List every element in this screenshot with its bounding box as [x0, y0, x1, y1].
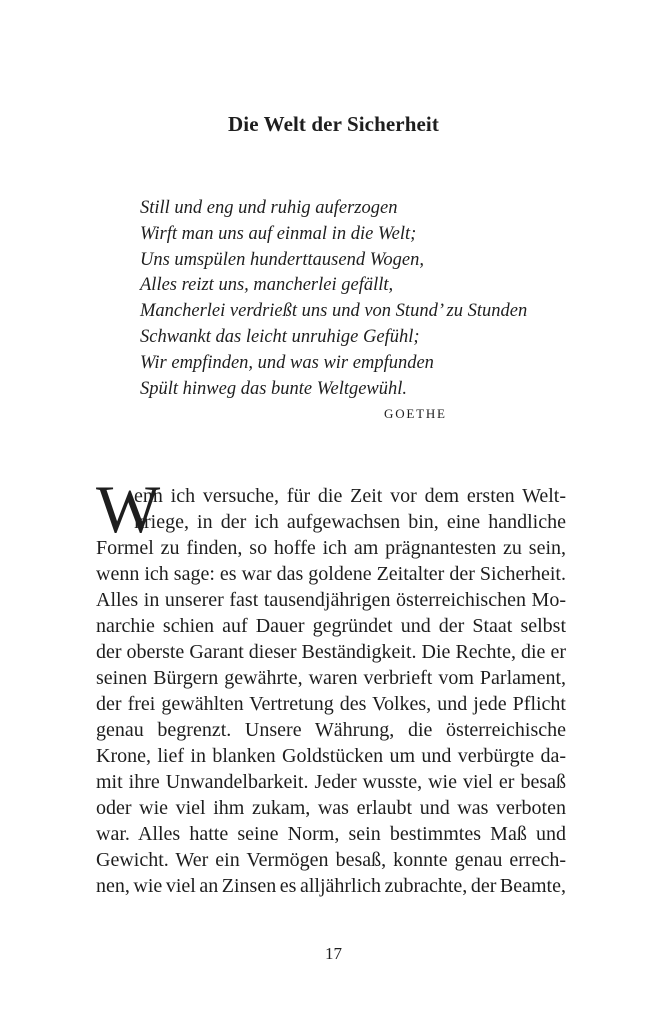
text-line: wenn ich sage: es war das goldene Zeitalter der Sicherheit.	[96, 563, 566, 585]
text-line: genau begrenzt. Unsere Währung, die österreichische	[96, 719, 566, 741]
verse-line: Wirft man uns auf einmal in die Welt;	[140, 223, 417, 244]
verse-line: Spült hinweg das bunte Weltgewühl.	[140, 378, 408, 399]
text-line: der frei gewählten Vertretung des Volkes, und jede Pflicht	[96, 693, 566, 715]
text-line: war. Alles hatte seine Norm, sein bestimmtes Maß und	[96, 823, 566, 845]
text-line: Gewicht. Wer ein Vermögen besaß, konnte genau errech-	[96, 849, 566, 871]
verse-line: Mancherlei verdrießt uns und von Stund’ zu Stunden	[140, 301, 528, 322]
verse-line: Uns umspülen hunderttausend Wogen,	[140, 249, 424, 270]
verse-line: Alles reizt uns, mancherlei gefällt,	[140, 275, 394, 296]
text-line: kriege, in der ich aufgewachsen bin, eine handliche	[134, 511, 566, 533]
text-line: oder wie viel ihm zukam, was erlaubt und was verboten	[96, 797, 566, 819]
epigraph-poem	[140, 196, 540, 402]
text-line: mit ihre Unwandelbarkeit. Jeder wusste, wie viel er besaß	[96, 771, 566, 793]
chapter-title: Die Welt der Sicherheit	[228, 112, 439, 136]
text-line: der oberste Garant dieser Beständigkeit. Die Rechte, die er	[96, 641, 566, 663]
verse-line: Still und eng und ruhig auferzogen	[140, 198, 398, 218]
text-line: Alles in unserer fast tausendjährigen österreichischen Mo-	[96, 589, 566, 611]
text-line: enn ich versuche, für die Zeit vor dem ersten Welt-	[134, 485, 566, 507]
verse-line: Wir empfinden, und was wir empfunden	[140, 352, 434, 373]
text-line: seinen Bürgern gewährte, waren verbrieft vom Parlament,	[96, 667, 566, 689]
body-paragraph	[96, 471, 566, 899]
text-line: Krone, lief in blanken Goldstücken um und verbürgte da-	[96, 745, 566, 767]
verse-line: Schwankt das leicht unruhige Gefühl;	[140, 326, 420, 347]
page-number: 17	[325, 944, 342, 963]
text-line: Formel zu finden, so hoffe ich am prägnantesten zu sein,	[96, 537, 566, 559]
text-line: nen, wie viel an Zinsen es alljährlich zubrachte, der Beamte,	[96, 875, 566, 897]
text-line: narchie schien auf Dauer gegründet und der Staat selbst	[96, 615, 566, 637]
epigraph-attribution: GOETHE	[384, 406, 447, 421]
drop-cap: W	[96, 471, 161, 547]
